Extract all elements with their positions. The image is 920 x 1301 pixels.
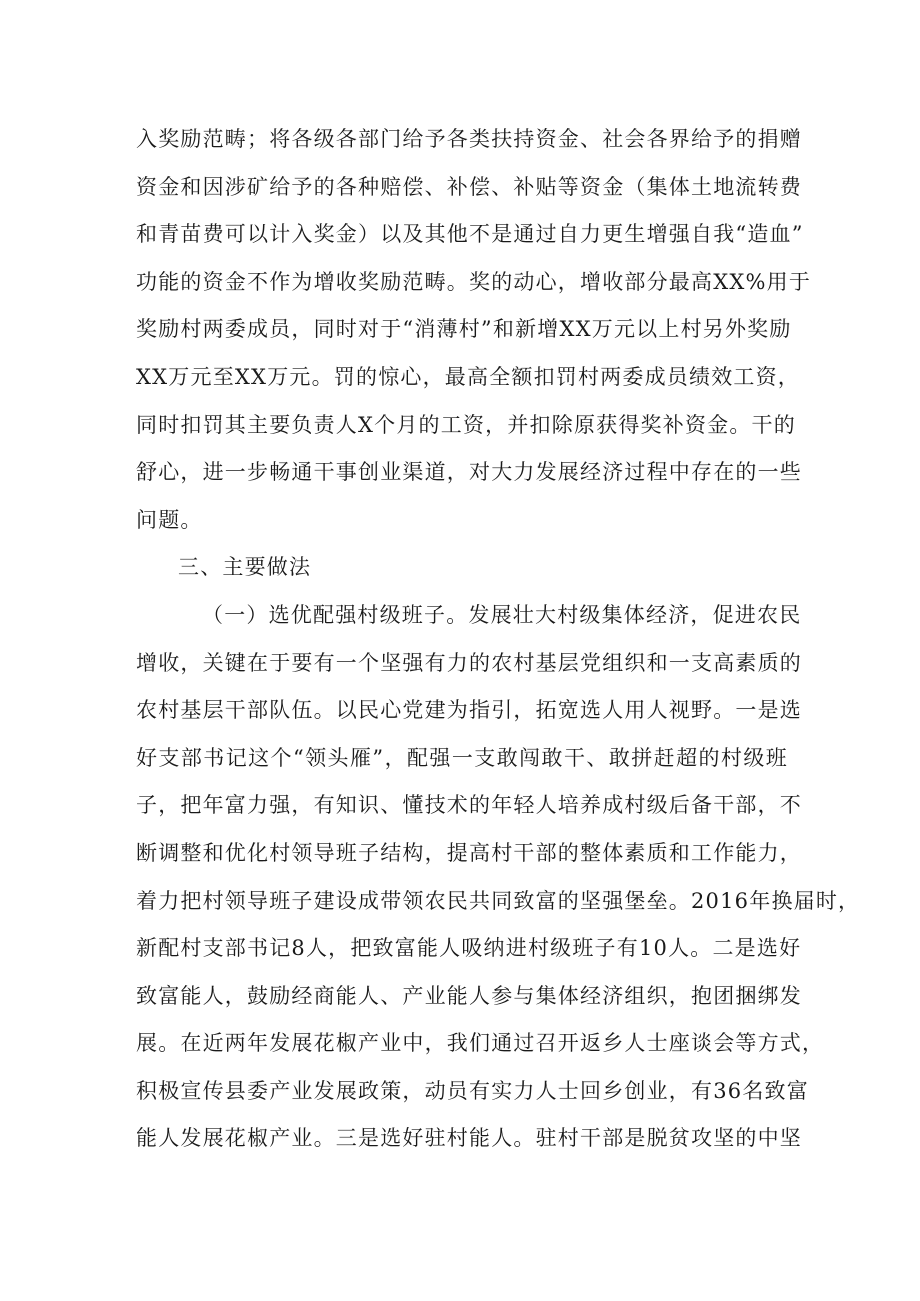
text-line: 好支部书记这个“领头雁”，配强一支敢闯敢干、敢拼赶超的村级班 (136, 745, 788, 770)
text-line: XX万元至XX万元。罚的惊心，最高全额扣罚村两委成员绩效工资， (136, 364, 800, 389)
text-line: 展。在近两年发展花椒产业中，我们通过召开返乡人士座谈会等方式， (136, 1031, 825, 1056)
text-line: 致富能人，鼓励经商能人、产业能人参与集体经济组织，抱团捆绑发 (136, 983, 802, 1008)
section-heading: 三、主要做法 (178, 555, 312, 580)
text-line: 着力把村领导班子建设成带领农民共同致富的坚强堡垒。2016年换届时， (136, 888, 861, 913)
text-line: 舒心，进一步畅通干事创业渠道，对大力发展经济过程中存在的一些 (136, 460, 802, 485)
paragraph-first-line: （一）选优配强村级班子。发展壮大村级集体经济，促进农民 (202, 602, 802, 627)
text-line: 能人发展花椒产业。三是选好驻村能人。驻村干部是脱贫攻坚的中坚 (136, 1126, 802, 1151)
text-line: 子，把年富力强，有知识、懂技术的年轻人培养成村级后备干部，不 (136, 793, 802, 818)
text-line: 资金和因涉矿给予的各种赔偿、补偿、补贴等资金（集体土地流转费 (136, 174, 802, 199)
text-line: 农村基层干部队伍。以民心党建为指引，拓宽选人用人视野。一是选 (136, 698, 802, 723)
text-line: 积极宣传县委产业发展政策，动员有实力人士回乡创业，有36名致富 (136, 1078, 809, 1103)
text-line: 功能的资金不作为增收奖励范畴。奖的动心，增收部分最高XX%用于 (136, 269, 812, 294)
text-line: 问题。 (136, 507, 203, 532)
text-line: 和青苗费可以计入奖金）以及其他不是通过自力更生增强自我“造血” (136, 222, 804, 247)
text-line: 奖励村两委成员，同时对于“消薄村”和新增XX万元以上村另外奖励 (136, 317, 792, 342)
text-line: 新配村支部书记8人，把致富能人吸纳进村级班子有10人。二是选好 (136, 936, 802, 961)
text-line: 增收，关键在于要有一个坚强有力的农村基层党组织和一支高素质的 (136, 650, 802, 675)
text-line: 断调整和优化村领导班子结构，提高村干部的整体素质和工作能力， (136, 840, 802, 865)
document-body (136, 116, 861, 1163)
text-line: 同时扣罚其主要负责人X个月的工资，并扣除原获得奖补资金。干的 (136, 412, 796, 437)
text-line: 入奖励范畴；将各级各部门给予各类扶持资金、社会各界给予的捐赠 (136, 127, 802, 151)
